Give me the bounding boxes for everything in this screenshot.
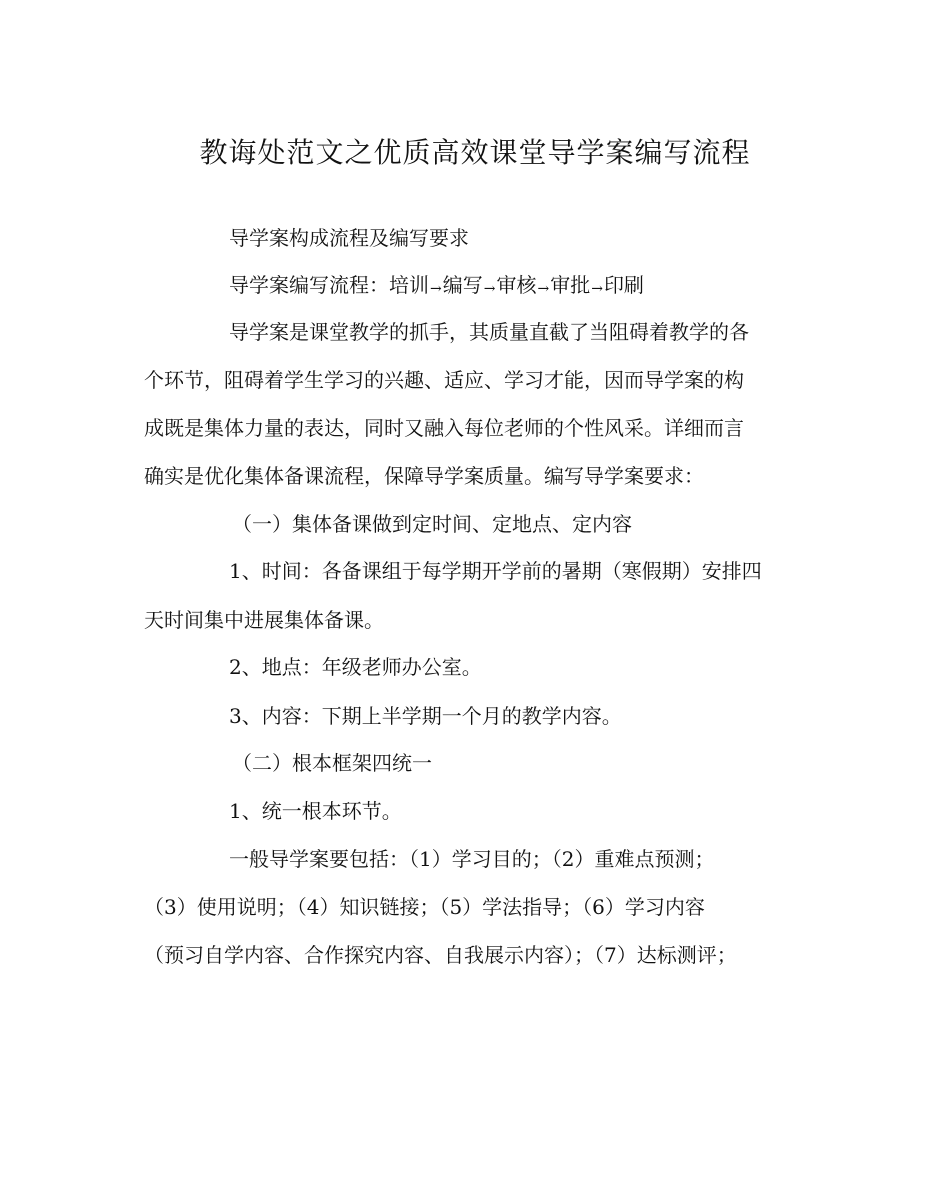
list-item: 1、时间：各备课组于每学期开学前的暑期（寒假期）安排四 <box>229 559 762 583</box>
flow-label: 导学案编写流程： <box>229 273 389 297</box>
list-item: 天时间集中进展集体备课。 <box>144 608 384 632</box>
arrow-icon: → <box>483 280 496 297</box>
subsection-title: （一）集体备课做到定时间、定地点、定内容 <box>232 512 632 536</box>
paragraph-line: 成既是集体力量的表达，同时又融入每位老师的个性风采。详细而言 <box>144 416 744 440</box>
arrow-icon: → <box>430 280 442 297</box>
list-item: 3、内容：下期上半学期一个月的教学内容。 <box>229 704 622 728</box>
arrow-icon: → <box>537 280 550 297</box>
flow-step-printing: 印刷 <box>603 273 644 297</box>
flow-step-approval: 审批 <box>550 273 591 297</box>
paragraph-line: 一般导学案要包括：（1）学习目的；（2）重难点预测； <box>229 847 715 871</box>
paragraph-line: 导学案是课堂教学的抓手，其质量直截了当阻碍着教学的各 <box>229 320 749 344</box>
list-item: 2、地点：年级老师办公室。 <box>229 655 482 679</box>
list-item: 1、统一根本环节。 <box>229 799 402 823</box>
section-heading: 导学案构成流程及编写要求 <box>229 226 469 250</box>
paragraph-line: 个环节，阻碍着学生学习的兴趣、适应、学习才能，因而导学案的构 <box>144 368 744 392</box>
flow-line <box>229 271 644 301</box>
flow-step-writing: 编写 <box>442 273 483 297</box>
paragraph-line: 确实是优化集体备课流程，保障导学案质量。编写导学案要求： <box>144 464 704 488</box>
paragraph-line: （预习自学内容、合作探究内容、自我展示内容）；（7）达标测评； <box>144 943 737 967</box>
subsection-title: （二）根本框架四统一 <box>232 751 432 775</box>
paragraph-line: （3）使用说明；（4）知识链接；（5）学法指导；（6）学习内容 <box>144 895 705 919</box>
flow-step-training: 培训 <box>389 273 429 297</box>
arrow-icon: → <box>591 280 603 297</box>
flow-step-review: 审核 <box>496 273 537 297</box>
document-title: 教诲处范文之优质高效课堂导学案编写流程 <box>199 136 751 169</box>
